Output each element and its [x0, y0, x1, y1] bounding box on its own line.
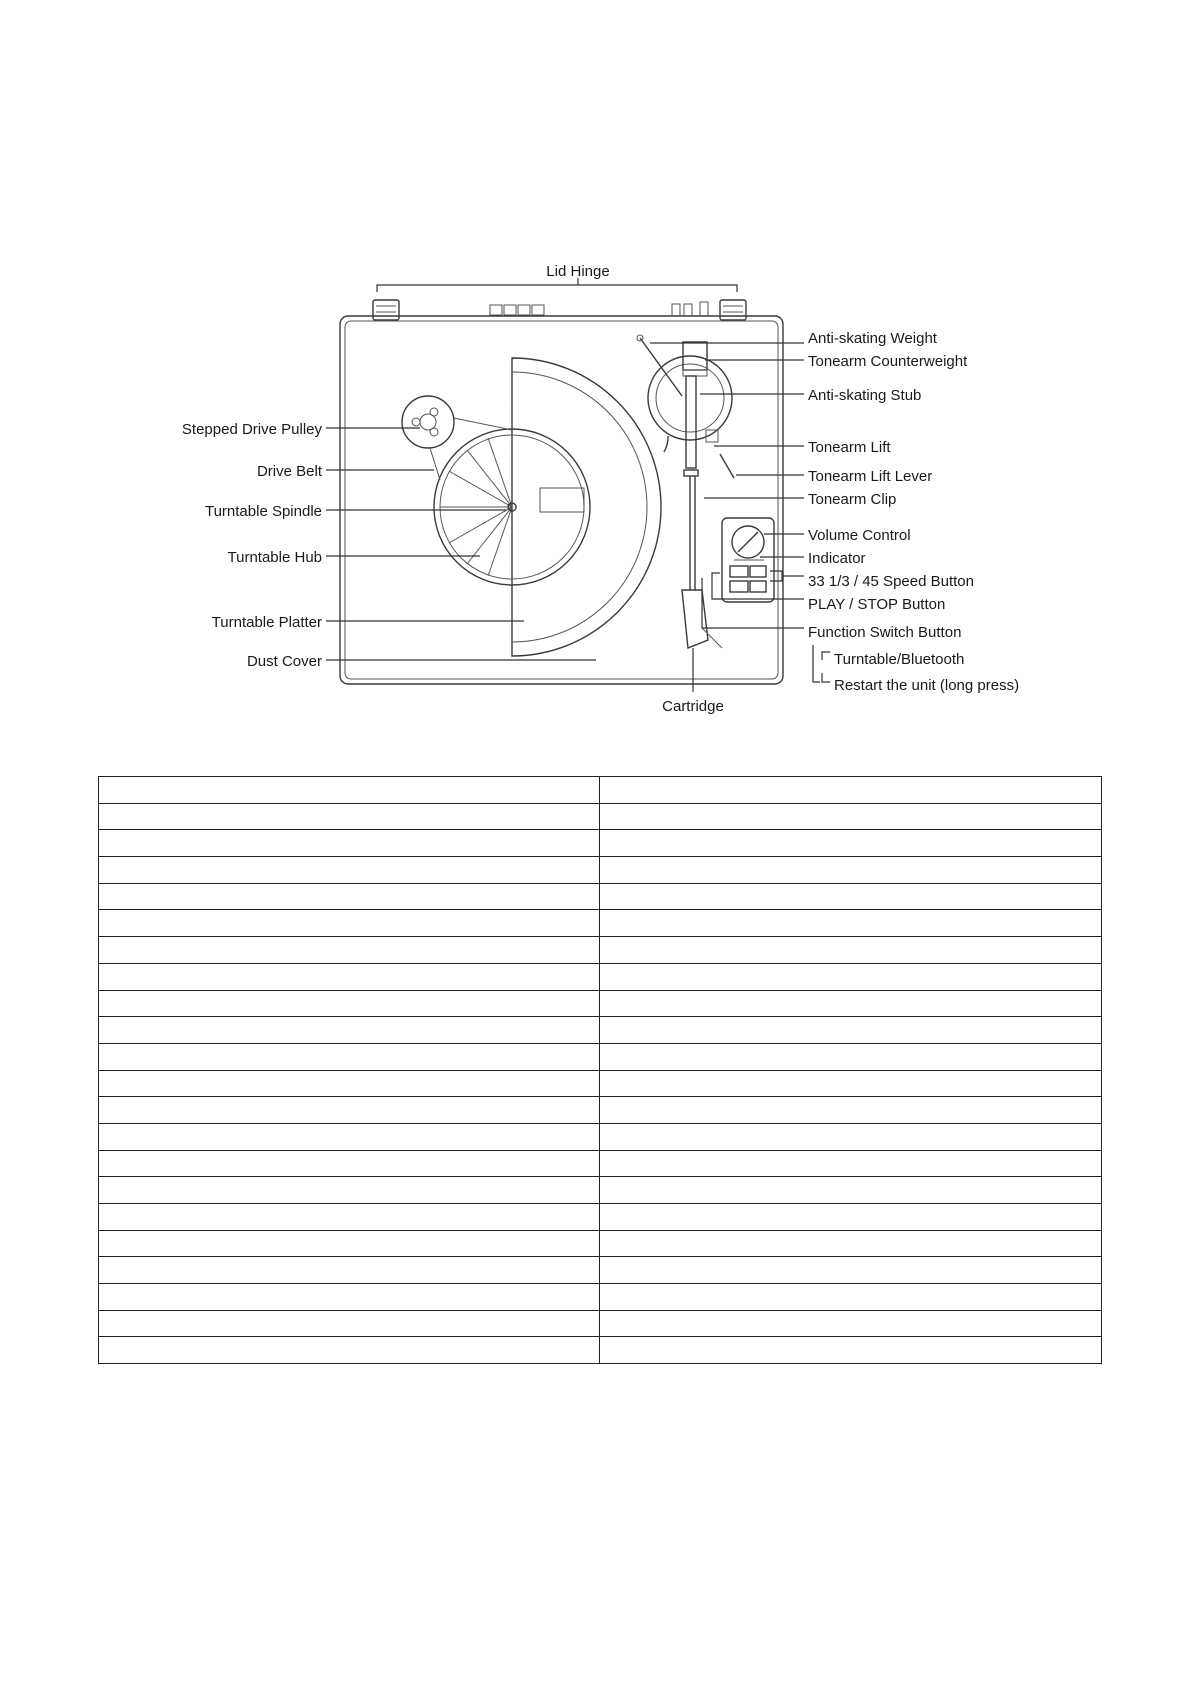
label-dust-cover: Dust Cover: [246, 653, 322, 670]
label-turntable-platter: Turntable Platter: [211, 614, 322, 631]
table-cell-left: [99, 777, 600, 804]
table-row: [99, 830, 1102, 857]
table-cell-left: [99, 1337, 600, 1364]
label-tonearm-lift-lever: Tonearm Lift Lever: [808, 468, 933, 485]
table-row: [99, 1070, 1102, 1097]
label-tonearm-counterweight: Tonearm Counterweight: [808, 353, 968, 370]
table-cell-right: [600, 1257, 1102, 1284]
label-play-stop-button: PLAY / STOP Button: [808, 596, 946, 613]
table-cell-right: [600, 1043, 1102, 1070]
table-cell-right: [600, 1310, 1102, 1337]
table-cell-left: [99, 1017, 600, 1044]
label-speed-button: 33 1/3 / 45 Speed Button: [808, 573, 974, 590]
table-row: [99, 1150, 1102, 1177]
table-cell-right: [600, 990, 1102, 1017]
table-cell-right: [600, 1177, 1102, 1204]
label-tonearm-clip: Tonearm Clip: [808, 491, 897, 508]
stepped-drive-pulley: [402, 396, 454, 448]
table-row: [99, 1177, 1102, 1204]
label-turntable-hub: Turntable Hub: [227, 549, 322, 566]
label-lid-hinge: Lid Hinge: [546, 263, 610, 280]
table-row: [99, 1017, 1102, 1044]
left-hinge: [373, 300, 399, 320]
table-cell-right: [600, 1017, 1102, 1044]
table-row: [99, 1097, 1102, 1124]
table-cell-right: [600, 1284, 1102, 1311]
rear-connectors: [490, 302, 708, 316]
parts-table: [98, 776, 1102, 1364]
table-row: [99, 1204, 1102, 1231]
label-volume-control: Volume Control: [808, 527, 911, 544]
label-stepped-drive-pulley: Stepped Drive Pulley: [181, 421, 322, 438]
right-hinge: [720, 300, 746, 320]
table-cell-left: [99, 1097, 600, 1124]
table-cell-left: [99, 1310, 600, 1337]
table-cell-right: [600, 1150, 1102, 1177]
label-function-switch-button: Function Switch Button: [808, 624, 962, 641]
tonearm-assembly: [637, 335, 734, 648]
turntable-body: [340, 316, 783, 684]
table-cell-left: [99, 1230, 600, 1257]
table-cell-left: [99, 963, 600, 990]
table-cell-right: [600, 910, 1102, 937]
table-cell-right: [600, 937, 1102, 964]
table-row: [99, 803, 1102, 830]
table-cell-left: [99, 1123, 600, 1150]
table-cell-left: [99, 1043, 600, 1070]
left-leaders: [326, 428, 596, 660]
table-cell-right: [600, 1097, 1102, 1124]
table-cell-right: [600, 1337, 1102, 1364]
table-row: [99, 857, 1102, 884]
table-cell-right: [600, 1123, 1102, 1150]
label-anti-skating-weight: Anti-skating Weight: [808, 330, 937, 347]
dust-cover-disc: [512, 358, 661, 656]
table-cell-left: [99, 1150, 600, 1177]
table-row: [99, 883, 1102, 910]
table-row: [99, 1123, 1102, 1150]
table-cell-right: [600, 1230, 1102, 1257]
table-row: [99, 937, 1102, 964]
label-turntable-bluetooth: Turntable/Bluetooth: [834, 651, 965, 668]
label-restart-unit: Restart the unit (long press): [834, 677, 1020, 694]
table-row: [99, 1230, 1102, 1257]
table-cell-right: [600, 857, 1102, 884]
label-tonearm-lift: Tonearm Lift: [808, 439, 891, 456]
table-cell-right: [600, 803, 1102, 830]
label-drive-belt: Drive Belt: [256, 463, 322, 480]
table-cell-right: [600, 1070, 1102, 1097]
table-cell-left: [99, 1070, 600, 1097]
table-cell-left: [99, 937, 600, 964]
label-indicator: Indicator: [808, 550, 866, 567]
table-cell-right: [600, 830, 1102, 857]
label-cartridge: Cartridge: [662, 698, 724, 715]
table-row: [99, 777, 1102, 804]
parts-table-body: [99, 777, 1102, 1364]
table-row: [99, 1284, 1102, 1311]
table-cell-left: [99, 883, 600, 910]
control-panel: [722, 518, 774, 602]
table-cell-left: [99, 910, 600, 937]
table-cell-left: [99, 857, 600, 884]
table-row: [99, 1310, 1102, 1337]
table-cell-right: [600, 883, 1102, 910]
table-cell-left: [99, 830, 600, 857]
table-cell-left: [99, 1177, 600, 1204]
table-cell-left: [99, 1204, 600, 1231]
table-cell-right: [600, 963, 1102, 990]
label-turntable-spindle: Turntable Spindle: [204, 503, 322, 520]
label-anti-skating-stub: Anti-skating Stub: [808, 387, 922, 404]
table-row: [99, 1337, 1102, 1364]
table-row: [99, 1043, 1102, 1070]
platter-label-window: [540, 488, 584, 512]
table-cell-right: [600, 777, 1102, 804]
table-cell-left: [99, 1284, 600, 1311]
table-row: [99, 990, 1102, 1017]
table-cell-left: [99, 1257, 600, 1284]
table-row: [99, 1257, 1102, 1284]
table-cell-left: [99, 803, 600, 830]
turntable-diagram: [0, 0, 1191, 760]
table-cell-right: [600, 1204, 1102, 1231]
table-row: [99, 910, 1102, 937]
lid-hinge-bracket: [377, 285, 737, 292]
table-row: [99, 963, 1102, 990]
table-cell-left: [99, 990, 600, 1017]
